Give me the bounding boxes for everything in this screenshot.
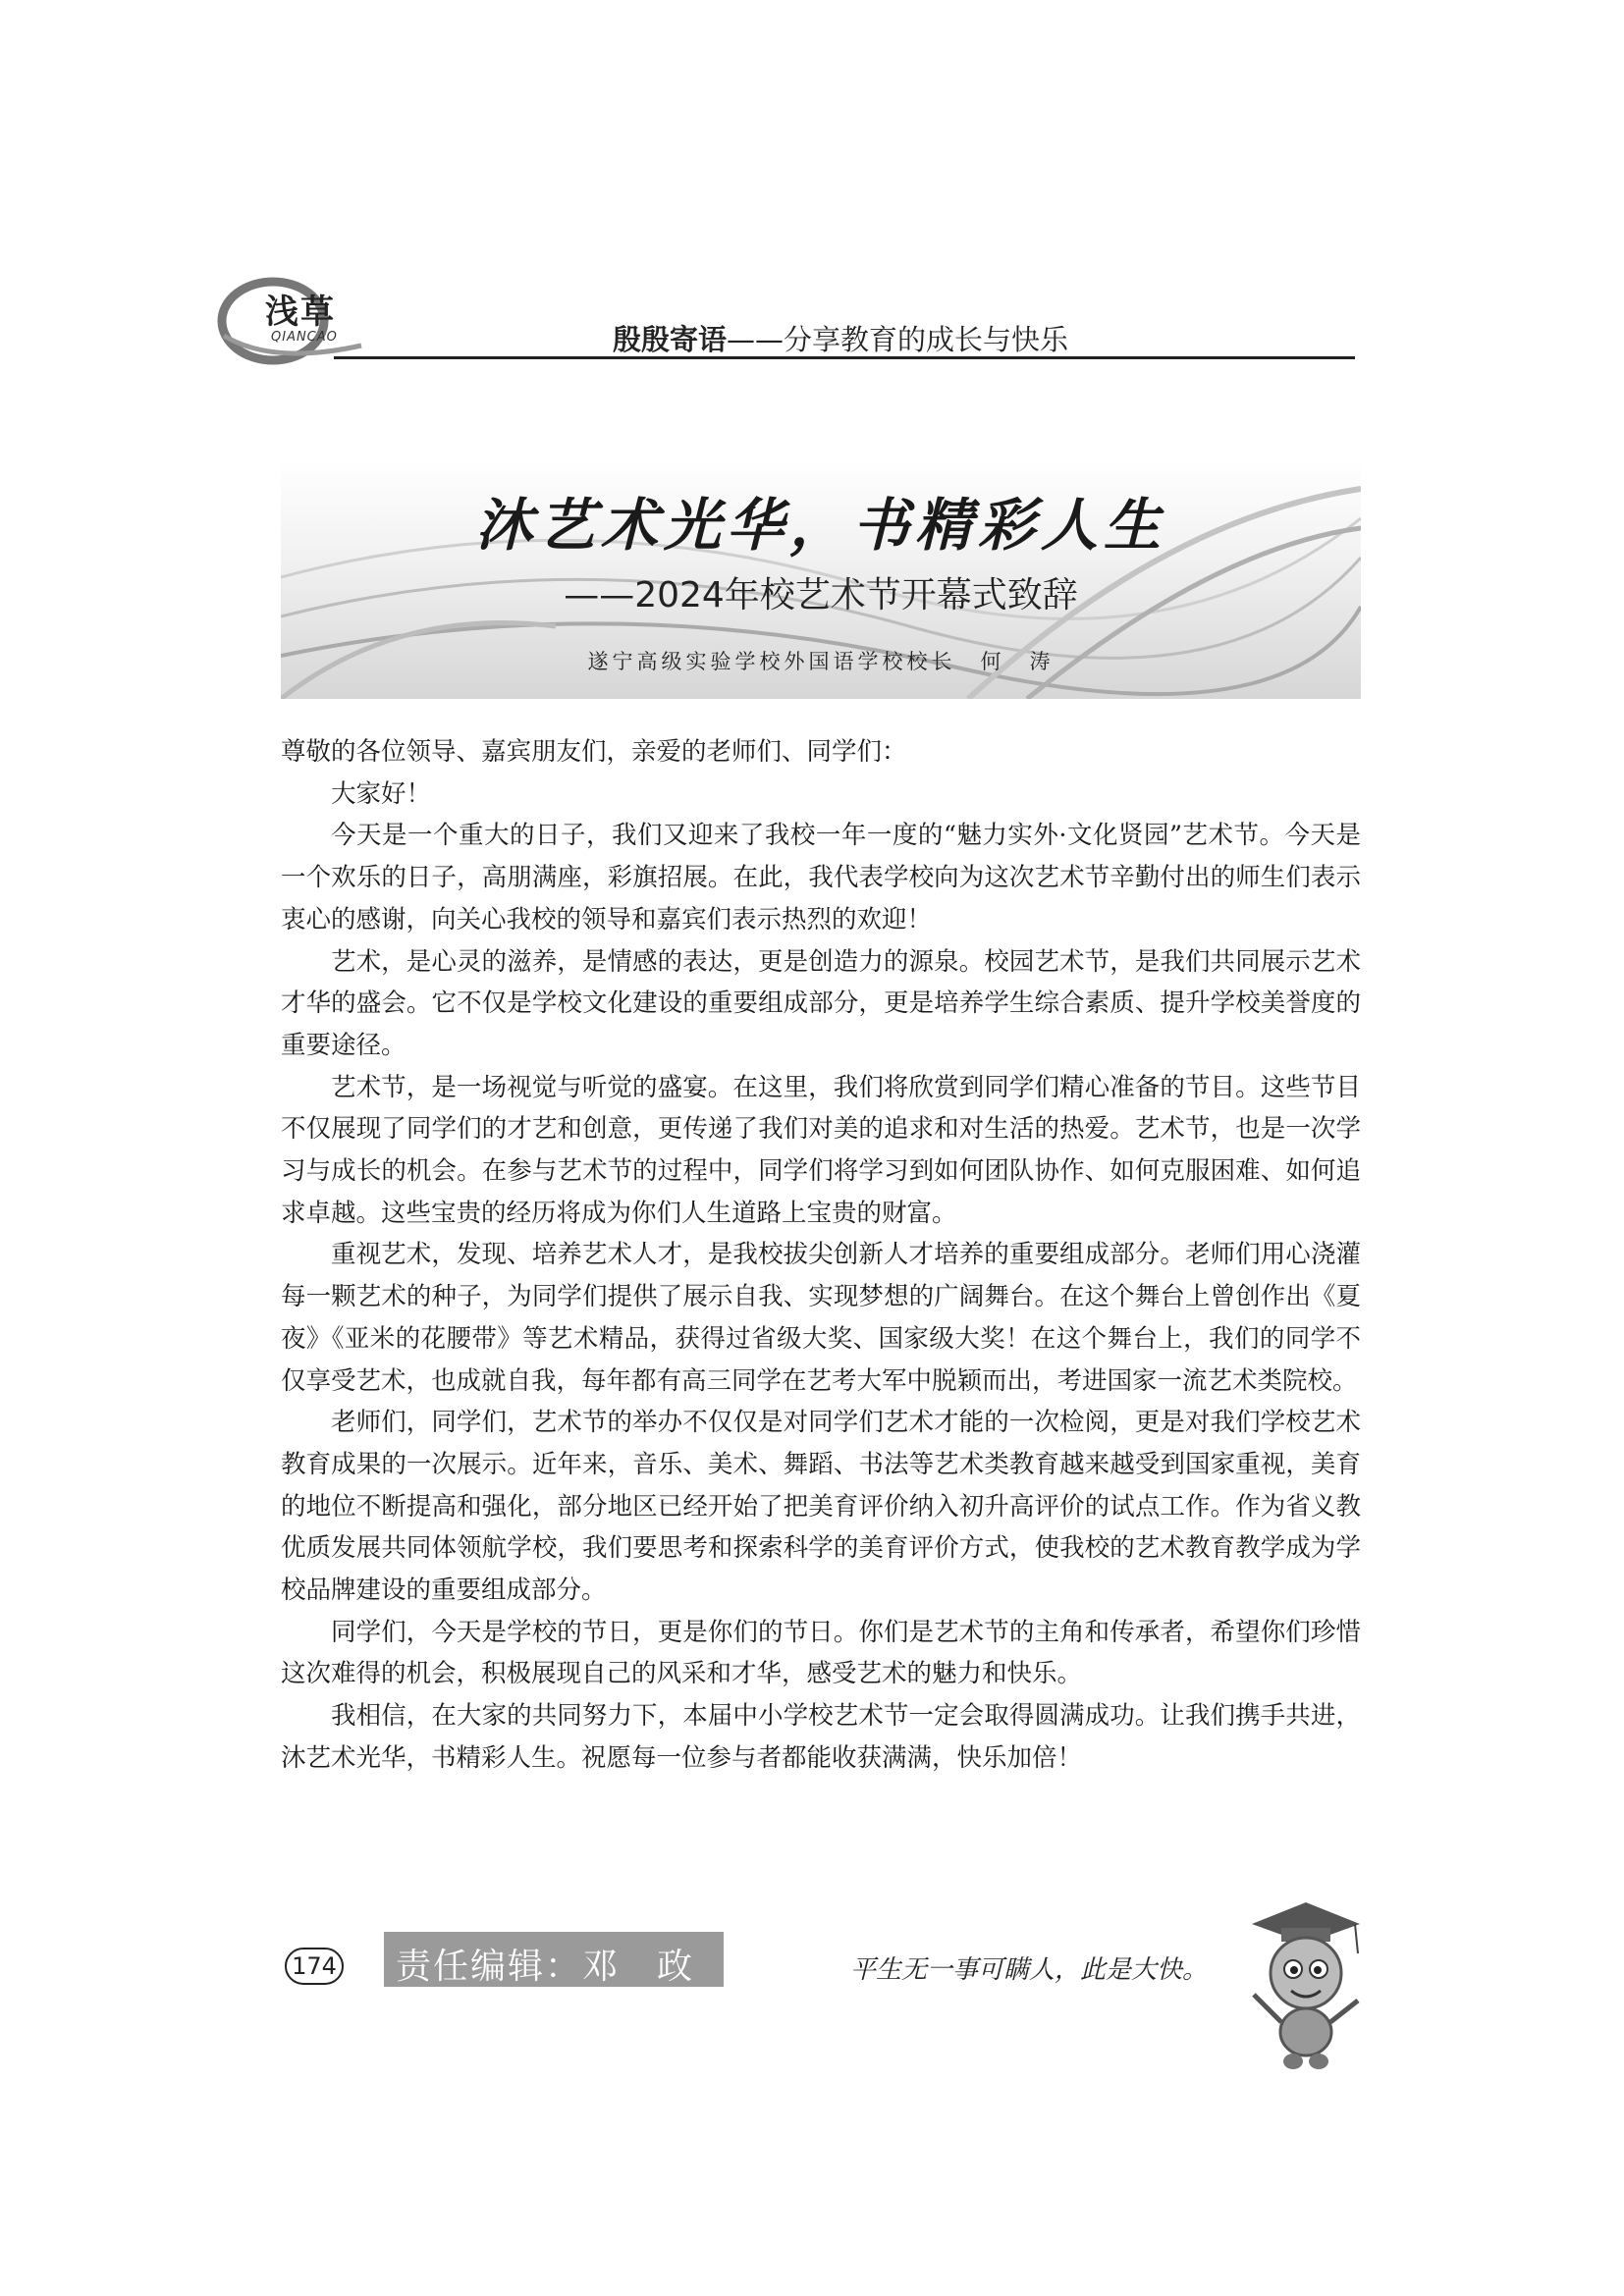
- paragraph: 同学们，今天是学校的节日，更是你们的节日。你们是艺术节的主角和传承者，希望你们珍惜这次难得的机会，积极展现自己的风采和才华，感受艺术的魅力和快乐。: [281, 1617, 1361, 1689]
- page-number: 174: [285, 1948, 344, 1985]
- paragraph: 老师们，同学们，艺术节的举办不仅仅是对同学们艺术才能的一次检阅，更是对我们学校艺术教育成果的一次展示。近年来，音乐、美术、舞蹈、书法等艺术类教育越来越受到国家重视，美育的地位不断提高和强化，部分地区已经开始了把美育评价纳入初升高评价的试点工作。作为省义教优质发展共同体领航学校，我们要思考和探索科学的美育评价方式，使我校的艺术教育教学成为学校品牌建设的重要组成部分。: [281, 1408, 1361, 1606]
- qiancao-logo: [214, 267, 371, 365]
- header-rule: [334, 356, 1355, 359]
- editor-credit: 责任编辑：邓 政: [396, 1947, 695, 1987]
- paragraph: 大家好！: [331, 778, 432, 809]
- logo-text: 浅草: [265, 293, 336, 332]
- logo-subtext: QIANCAO: [271, 330, 338, 345]
- paragraph: 重视艺术，发现、培养艺术人才，是我校拔尖创新人才培养的重要组成部分。老师们用心浇灌每一颗艺术的种子，为同学们提供了展示自我、实现梦想的广阔舞台。在这个舞台上曾创作出《夏夜》《亚米的花腰带》等艺术精品，获得过省级大奖、国家级大奖！在这个舞台上，我们的同学不仅享受艺术，也成就自我，每年都有高三同学在艺考大军中脱颖而出，考进国家一流艺术类院校。: [281, 1240, 1361, 1396]
- editor-credit-box: [384, 1932, 724, 1987]
- column-tagline: ——分享教育的成长与快乐: [727, 323, 1069, 356]
- paragraph: 我相信，在大家的共同努力下，本届中小学校艺术节一定会取得圆满成功。让我们携手共进，沐艺术光华，书精彩人生。祝愿每一位参与者都能收获满满，快乐加倍！: [281, 1701, 1361, 1773]
- paragraph: 艺术，是心灵的滋养，是情感的表达，更是创造力的源泉。校园艺术节，是我们共同展示艺术才华的盛会。它不仅是学校文化建设的重要组成部分，更是培养学生综合素质、提升学校美誉度的重要途径。: [281, 946, 1361, 1060]
- article-title: 沐艺术光华，书精彩人生: [474, 492, 1166, 559]
- paragraph: 今天是一个重大的日子，我们又迎来了我校一年一度的“魅力实外·文化贤园”艺术节。今天是一个欢乐的日子，高朋满座，彩旗招展。在此，我代表学校向为这次艺术节辛勤付出的师生们表示衷心的感谢，向关心我校的领导和嘉宾们表示热烈的欢迎！: [281, 821, 1361, 934]
- article-subtitle: ——2024年校艺术节开幕式致辞: [564, 575, 1078, 615]
- column-name: 殷殷寄语: [613, 323, 728, 356]
- footer-quote: 平生无一事可瞒人，此是大快。: [850, 1955, 1209, 1985]
- article-body: [281, 731, 1361, 1780]
- running-header: [613, 318, 1068, 358]
- title-banner: [281, 459, 1361, 699]
- salutation: 尊敬的各位领导、嘉宾朋友们，亲爱的老师们、同学们：: [281, 737, 907, 767]
- article-author: 遂宁高级实验学校外国语学校校长 何 涛: [587, 650, 1055, 673]
- graduate-mascot-icon: [1232, 1885, 1370, 2081]
- paragraph: 艺术节，是一场视觉与听觉的盛宴。在这里，我们将欣赏到同学们精心准备的节目。这些节目不仅展现了同学们的才艺和创意，更传递了我们对美的追求和对生活的热爱。艺术节，也是一次学习与成长的机会。在参与艺术节的过程中，同学们将学习到如何团队协作、如何克服困难、如何追求卓越。这些宝贵的经历将成为你们人生道路上宝贵的财富。: [281, 1072, 1361, 1228]
